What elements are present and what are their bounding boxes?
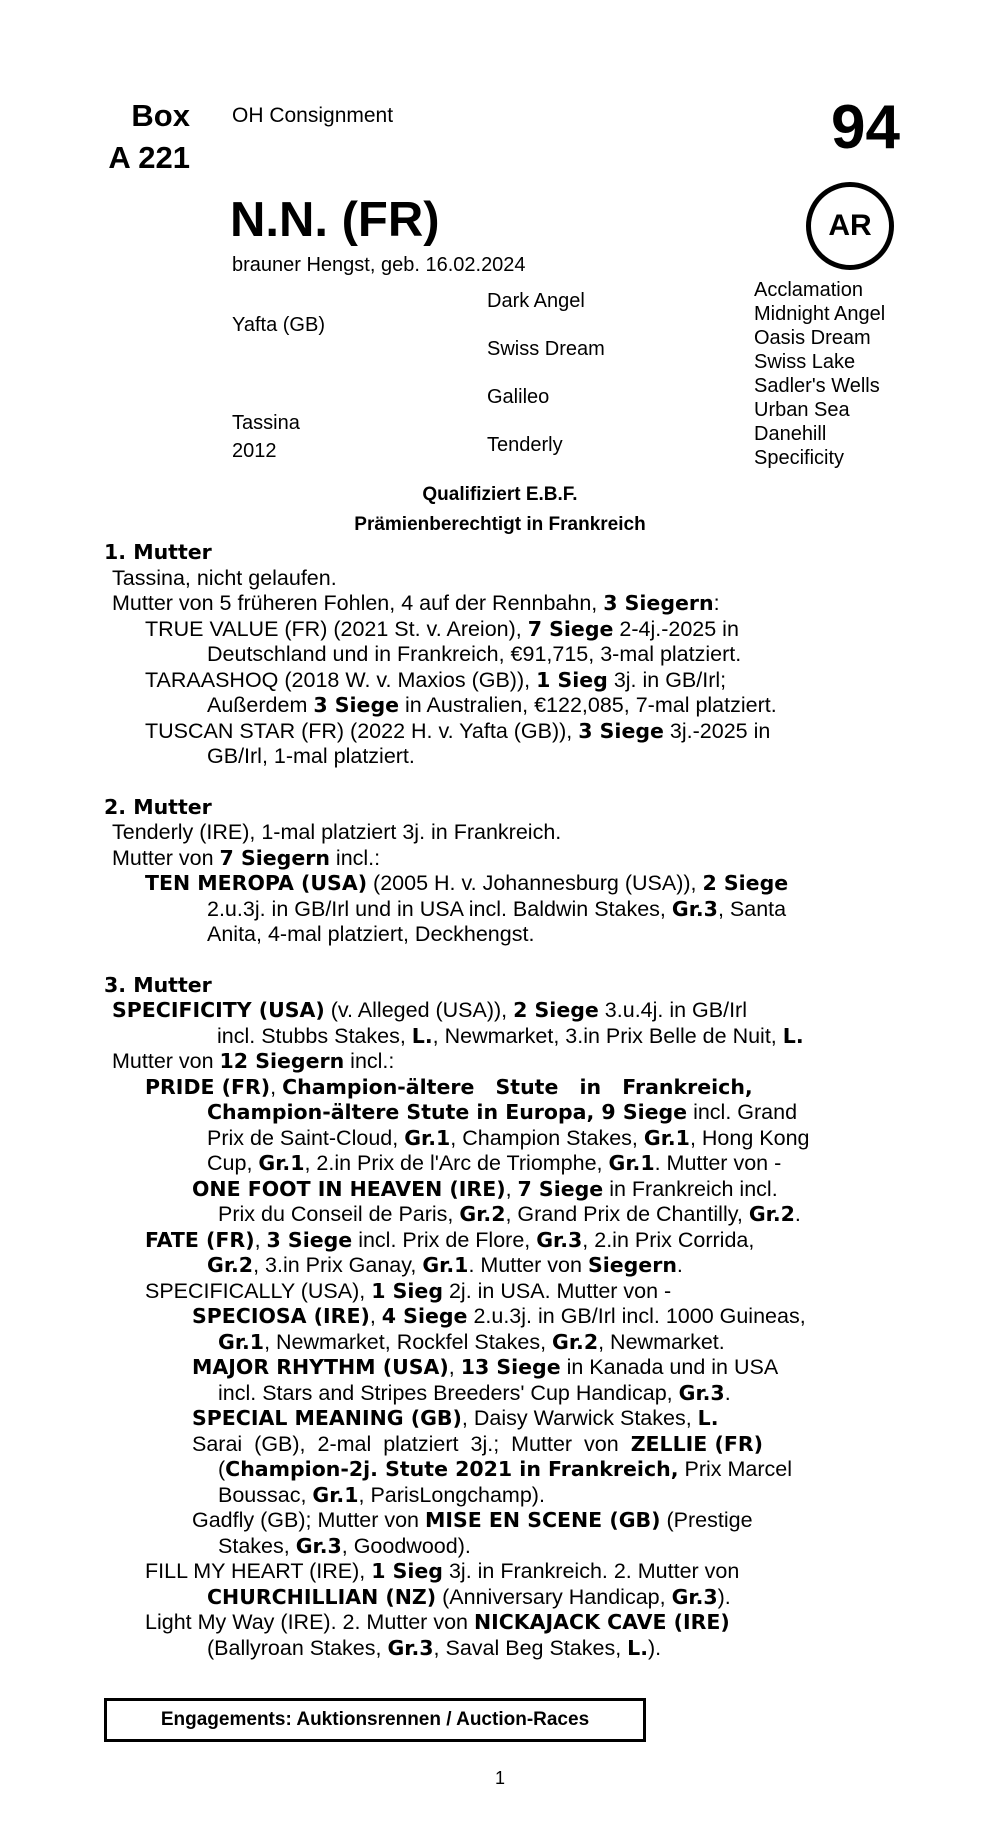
first-dam-line: Tassina, nicht gelaufen. [112,565,337,590]
second-dam-line: Tenderly (IRE), 1-mal platziert 3j. in Frankreich. [112,820,562,844]
pedigree-dam-year: 2012 [232,440,277,462]
produce-entry-sarai: Sarai (GB), 2-mal platziert 3j.; Mutter von ZELLIE (FR) (Champion-2j. Stute 2021 in Frankreich, Prix Marcel Boussac, Gr.1, ParisLongchamp). [192,1431,792,1507]
box-number: A 221 [108,140,190,175]
qualification-ebf: Qualifiziert E.B.F. [422,484,578,505]
produce-entry: TRUE VALUE (FR) (2021 St. v. Areion), 7 Siege 2-4j.-2025 in Deutschland und in Frankreich, €91,715, 3-mal platziert. [145,616,742,666]
pedigree-grandparent: Swiss Dream [487,338,605,360]
pedigree-grandparent: Galileo [487,386,550,408]
pedigree-great-grandparent: Swiss Lake [754,351,856,373]
page-number: 1 [494,1768,505,1788]
box-label: Box [131,98,190,133]
pedigree-great-grandparent: Sadler's Wells [754,375,880,397]
second-dam-title: 2. Mutter [104,794,212,819]
produce-entry-fill-my-heart: FILL MY HEART (IRE), 1 Sieg 3j. in Frankreich. 2. Mutter von CHURCHILLIAN (NZ) (Anniversary Handicap, Gr.3). [145,1559,740,1609]
lot-number: 94 [831,93,900,162]
pedigree-grandparent: Tenderly [487,434,563,456]
horse-name: N.N. (FR) [230,193,440,247]
pedigree-great-grandparent: Acclamation [754,279,863,301]
produce-entry-light-my-way: Light My Way (IRE). 2. Mutter von NICKAJACK CAVE (IRE) (Ballyroan Stakes, Gr.3, Saval Beg Stakes, L.). [145,1610,730,1660]
produce-entry-one-foot: ONE FOOT IN HEAVEN (IRE), 7 Siege in Frankreich incl. Prix du Conseil de Paris, Gr.2, Grand Prix de Chantilly, Gr.2. [192,1176,801,1226]
produce-entry-pride: PRIDE (FR), Champion-ältere Stute in Frankreich, Champion-ältere Stute in Europa, 9 Siege incl. Grand Prix de Saint-Cloud, Gr.1, Champion Stakes, Gr.1, Hong Kong Cup, Gr.1, 2.in Prix de l'Arc de Triomphe, Gr.1. Mutter von - [145,1074,810,1175]
pedigree-great-grandparent: Oasis Dream [754,327,871,349]
pedigree-sire: Yafta (GB) [232,314,325,336]
produce-entry-special-meaning: SPECIAL MEANING (GB), Daisy Warwick Stakes, L. [192,1406,719,1430]
produce-entry: TUSCAN STAR (FR) (2022 H. v. Yafta (GB)), 3 Siege 3j.-2025 in GB/Irl, 1-mal platziert. [145,718,771,768]
produce-entry: TARAASHOQ (2018 W. v. Maxios (GB)), 1 Sieg 3j. in GB/Irl; Außerdem 3 Siege in Australien, €122,085, 7-mal platziert. [145,667,777,717]
produce-entry-specifically: SPECIFICALLY (USA), 1 Sieg 2j. in USA. Mutter von - [145,1278,672,1303]
pedigree-notes [104,540,904,1661]
qualification-premium: Prämienberechtigt in Frankreich [354,514,646,535]
horse-description: brauner Hengst, geb. 16.02.2024 [232,254,526,276]
third-dam-produce: Mutter von 12 Siegern incl.: [112,1049,395,1073]
pedigree-great-grandparent: Urban Sea [754,399,850,421]
first-dam-produce: Mutter von 5 früheren Fohlen, 4 auf der Rennbahn, 3 Siegern: [112,591,720,615]
consignment: OH Consignment [232,104,394,127]
produce-entry-speciosa: SPECIOSA (IRE), 4 Siege 2.u.3j. in GB/Irl incl. 1000 Guineas, Gr.1, Newmarket, Rockfel Stakes, Gr.2, Newmarket. [192,1304,806,1354]
pedigree-grandparent: Dark Angel [487,290,585,312]
pedigree-great-grandparent: Danehill [754,423,827,445]
produce-entry-fate: FATE (FR), 3 Siege incl. Prix de Flore, Gr.3, 2.in Prix Corrida, Gr.2, 3.in Prix Ganay, Gr.1. Mutter von Siegern. [145,1227,755,1277]
produce-entry: TEN MEROPA (USA) (2005 H. v. Johannesburg (USA)), 2 Siege 2.u.3j. in GB/Irl und in USA incl. Baldwin Stakes, Gr.3, Santa Anita, 4-mal platziert, Deckhengst. [145,871,789,946]
ar-badge: AR [806,182,894,270]
second-dam-produce: Mutter von 7 Siegern incl.: [112,845,381,870]
third-dam-title: 3. Mutter [104,972,212,997]
produce-entry-gadfly: Gadfly (GB); Mutter von MISE EN SCENE (GB) (Prestige Stakes, Gr.3, Goodwood). [192,1508,753,1558]
third-dam-line: SPECIFICITY (USA) (v. Alleged (USA)), 2 Siege 3.u.4j. in GB/Irl incl. Stubbs Stakes, L., Newmarket, 3.in Prix Belle de Nuit, L. [112,998,804,1048]
engagements-box: Engagements: Auktionsrennen / Auction-Races [104,1698,646,1742]
pedigree-dam: Tassina [232,412,300,434]
pedigree-great-grandparent: Midnight Angel [754,303,886,325]
pedigree-great-grandparents [754,278,885,470]
pedigree-great-grandparent: Specificity [754,447,845,469]
first-dam-title: 1. Mutter [104,540,212,564]
produce-entry-major-rhythm: MAJOR RHYTHM (USA), 13 Siege in Kanada und in USA incl. Stars and Stripes Breeders' Cup Handicap, Gr.3. [192,1355,779,1405]
